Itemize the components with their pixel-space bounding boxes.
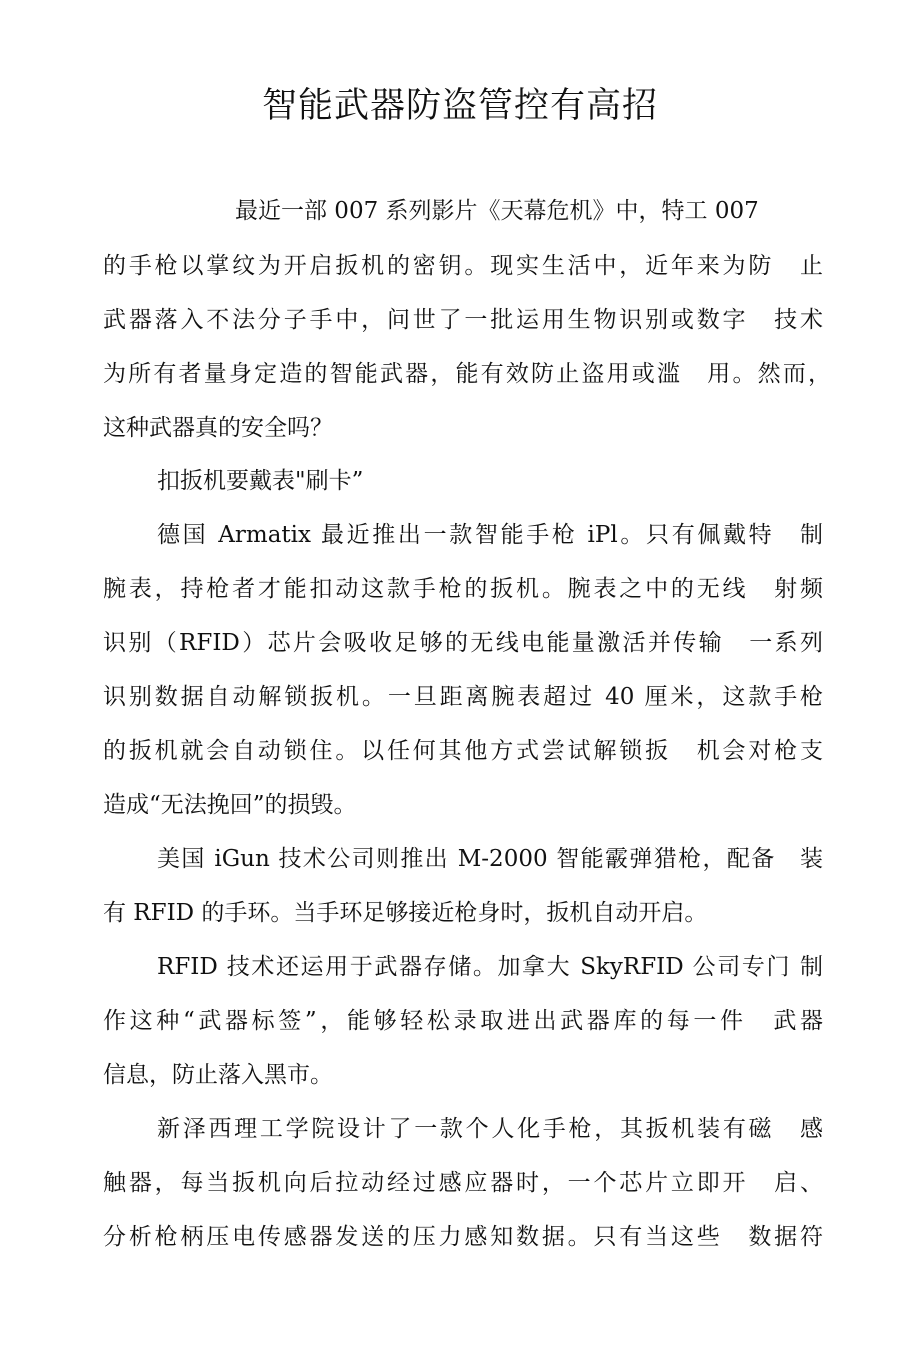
paragraph-line-4: 为所有者量身定造的智能武器，能有效防止盗用或滥 用。然而， bbox=[103, 361, 831, 387]
paragraph-line-18: 新泽西理工学院设计了一款个人化手枪，其扳机装有磁 感 bbox=[157, 1116, 823, 1142]
paragraph-line-7: 德国 Armatix 最近推出一款智能手枪 iPl。只有佩戴特 制 bbox=[157, 522, 823, 548]
paragraph-line-17: 信息，防止落入黑市。 bbox=[103, 1062, 333, 1088]
section-heading: 扣扳机要戴表"刷卡” bbox=[157, 468, 364, 494]
paragraph-line-8: 腕表，持枪者才能扣动这款手枪的扳机。腕表之中的无线 射频 bbox=[103, 576, 823, 602]
paragraph-line-15: RFID 技术还运用于武器存储。加拿大 SkyRFID 公司专门 制 bbox=[157, 954, 823, 980]
paragraph-line-20: 分析枪柄压电传感器发送的压力感知数据。只有当这些 数据符 bbox=[103, 1224, 823, 1250]
paragraph-line-12: 造成“无法挽回”的损毁。 bbox=[103, 792, 357, 818]
paragraph-line-1: 最近一部 007 系列影片《天幕危机》中，特工 007 bbox=[235, 198, 759, 224]
document-title: 智能武器防盗管控有高招 bbox=[261, 86, 658, 126]
paragraph-line-19: 触器，每当扳机向后拉动经过感应器时，一个芯片立即开 启、 bbox=[103, 1170, 823, 1196]
paragraph-line-5: 这种武器真的安全吗？ bbox=[103, 415, 333, 441]
paragraph-line-9: 识别（RFID）芯片会吸收足够的无线电能量激活并传输 一系列 bbox=[103, 630, 823, 656]
paragraph-line-2: 的手枪以掌纹为开启扳机的密钥。现实生活中，近年来为防 止 bbox=[103, 253, 823, 279]
paragraph-line-3: 武器落入不法分子手中，问世了一批运用生物识别或数字 技术 bbox=[103, 307, 823, 333]
paragraph-line-10: 识别数据自动解锁扳机。一旦距离腕表超过 40 厘米，这款手枪 bbox=[103, 684, 823, 710]
paragraph-line-14: 有 RFID 的手环。当手环足够接近枪身时，扳机自动开启。 bbox=[103, 900, 708, 926]
paragraph-line-16: 作这种“武器标签”，能够轻松录取进出武器库的每一件 武器 bbox=[103, 1008, 823, 1034]
paragraph-line-11: 的扳机就会自动锁住。以任何其他方式尝试解锁扳 机会对枪支 bbox=[103, 738, 823, 764]
paragraph-line-13: 美国 iGun 技术公司则推出 M-2000 智能霰弹猎枪，配备 装 bbox=[157, 846, 823, 872]
